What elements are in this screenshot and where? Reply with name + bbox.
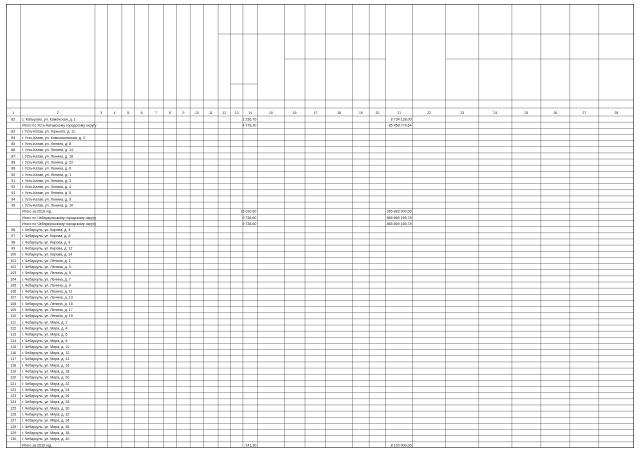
- address-cell: г. Чебаркуль, ул. Мира, д. 32: [21, 412, 70, 417]
- column-number: 9: [182, 111, 185, 115]
- address-cell: г. Чебаркуль, ул. Ленина, д. 17: [21, 308, 73, 313]
- address-cell: Итого по Усть-Катавскому городскому округу: [21, 123, 97, 128]
- address-cell: г. Усть-Катав, ул. Ленина, д. 6: [21, 166, 72, 171]
- cost-cell: 85 458 774,64: [388, 123, 412, 128]
- spreadsheet-document: [6, 4, 634, 448]
- row-number: 113: [10, 332, 17, 337]
- row-number: 119: [10, 369, 17, 374]
- column-number: 19: [358, 111, 363, 115]
- column-number: 10: [194, 111, 199, 115]
- row-number: 126: [10, 412, 17, 417]
- address-cell: г. Чебаркуль, ул. Ленина, д. 1: [21, 258, 71, 263]
- row-number: 106: [10, 289, 17, 294]
- cost-cell: 265 883 000,00: [386, 209, 412, 214]
- column-number: 24: [493, 111, 498, 115]
- address-cell: г. Чебаркуль, ул. Мира, д. 16: [21, 363, 70, 368]
- column-number: 12: [222, 111, 227, 115]
- table-grid: [6, 4, 634, 448]
- address-cell: г. Чебаркуль, ул. Кирова, д. 12: [21, 246, 73, 251]
- address-cell: г. Чебаркуль, ул. Кирова, д. 6: [21, 234, 71, 239]
- address-cell: г. Чебаркуль, ул. Ленина, д. 19: [21, 314, 73, 319]
- row-number: 104: [10, 277, 17, 282]
- column-number: 2: [56, 111, 59, 115]
- address-cell: г. Усть-Катав, ул. Ленина, д. 22: [21, 160, 74, 165]
- row-number: 121: [10, 381, 17, 386]
- column-number: 14: [248, 111, 253, 115]
- row-number: 82: [11, 117, 16, 122]
- column-number: 20: [375, 111, 380, 115]
- cost-cell: 8 120 000,00: [390, 443, 412, 448]
- column-number: 5: [127, 111, 130, 115]
- row-number: 103: [10, 271, 17, 276]
- column-number: 21: [397, 111, 402, 115]
- address-cell: г. Чебаркуль, ул. Мира, д. 26: [21, 394, 70, 399]
- address-cell: г. Чебаркуль, ул. Кирова, д. 8: [21, 240, 71, 245]
- address-cell: г. Усть-Катав, ул. Ленина, д. 5: [21, 191, 72, 196]
- column-number: 4: [113, 111, 116, 115]
- row-number: 118: [10, 363, 17, 368]
- row-number: 101: [10, 258, 17, 263]
- address-cell: г. Чебаркуль, ул. Мира, д. 6: [21, 332, 68, 337]
- row-number: 117: [10, 357, 17, 362]
- row-number: 111: [10, 320, 16, 325]
- address-cell: г. Чебаркуль, ул. Мира, д. 2: [21, 320, 68, 325]
- row-number: 114: [10, 338, 17, 343]
- column-number: 18: [337, 111, 342, 115]
- cost-cell: 865 669 165,78: [386, 215, 412, 220]
- address-cell: г. Чебаркуль, ул. Ленина, д. 13: [21, 295, 73, 300]
- address-cell: г. Чебаркуль, ул. Мира, д. 40: [21, 437, 70, 442]
- row-number: 122: [10, 387, 17, 392]
- address-cell: г. Чебаркуль, ул. Ленина, д. 3: [21, 264, 71, 269]
- address-cell: г. Чебаркуль, ул. Мира, д. 8: [21, 338, 68, 343]
- column-number: 15: [268, 111, 273, 115]
- row-number: 85: [11, 142, 16, 147]
- row-number: 83: [11, 129, 16, 134]
- address-cell: Итого за 2016 год: [21, 209, 52, 214]
- area-cell: 4 778,30: [242, 123, 257, 128]
- row-number: 91: [11, 178, 16, 183]
- address-cell: г. Чебаркуль, ул. Мира, д. 22: [21, 381, 70, 386]
- row-number: 116: [10, 351, 17, 356]
- row-number: 107: [10, 295, 17, 300]
- row-number: 108: [10, 301, 17, 306]
- row-number: 112: [10, 326, 17, 331]
- row-number: 92: [11, 185, 16, 190]
- cost-cell: 8 734 128,00: [390, 117, 412, 122]
- address-cell: г. Чебаркуль, ул. Мира, д. 20: [21, 375, 70, 380]
- address-cell: г. Чебаркуль, ул. Ленина, д. 5: [21, 271, 71, 276]
- area-cell: 15 030,60: [240, 209, 257, 214]
- address-cell: г. Чебаркуль, ул. Мира, д. 14: [21, 357, 70, 362]
- address-cell: г. Чебаркуль, ул. Мира, д. 28: [21, 400, 70, 405]
- address-cell: г. Чебаркуль, ул. Мира, д. 36: [21, 424, 70, 429]
- row-number: 100: [10, 252, 17, 257]
- address-cell: г. Чебаркуль, ул. Ленина, д. 15: [21, 301, 73, 306]
- column-number: 17: [313, 111, 318, 115]
- address-cell: г. Чебаркуль, ул. Мира, д. 38: [21, 430, 70, 435]
- column-number: 16: [292, 111, 297, 115]
- address-cell: г. Чебаркуль, ул. Ленина, д. 7: [21, 277, 71, 282]
- address-cell: г. Усть-Катав, ул. Горького, д. 11: [21, 129, 75, 134]
- row-number: 95: [11, 203, 16, 208]
- row-number: 87: [11, 154, 16, 159]
- row-number: 130: [10, 437, 17, 442]
- address-cell: с. Катырово, ул. Каменская, д. 1: [21, 117, 76, 122]
- row-number: 129: [10, 430, 17, 435]
- row-number: 123: [10, 394, 17, 399]
- row-number: 98: [11, 240, 16, 245]
- column-number: 27: [582, 111, 587, 115]
- address-cell: г. Усть-Катав, ул. Ленина, д. 1: [21, 172, 72, 177]
- address-cell: г. Чебаркуль, ул. Кирова, д. 4: [21, 228, 71, 233]
- row-number: 89: [11, 166, 16, 171]
- column-number: 26: [553, 111, 558, 115]
- row-number: 109: [10, 308, 17, 313]
- row-number: 102: [10, 264, 17, 269]
- column-number: 8: [169, 111, 171, 115]
- column-number: 6: [140, 111, 143, 115]
- row-number: 93: [11, 191, 16, 196]
- column-number: 23: [460, 111, 465, 115]
- row-number: 97: [11, 234, 16, 239]
- address-cell: г. Усть-Катав, ул. Ленина, д. 14: [21, 148, 74, 153]
- area-cell: 9 738,60: [242, 221, 257, 226]
- column-number: 7: [155, 111, 157, 115]
- address-cell: г. Чебаркуль, ул. Мира, д. 18: [21, 369, 70, 374]
- row-number: 88: [11, 160, 16, 165]
- row-number: 86: [11, 148, 16, 153]
- row-number: 84: [11, 135, 16, 140]
- row-number: 90: [11, 172, 16, 177]
- column-number: 11: [209, 111, 213, 115]
- address-cell: г. Усть-Катав, ул. Ленина, д. 9: [21, 197, 72, 202]
- address-cell: г. Чебаркуль, ул. Мира, д. 4: [21, 326, 68, 331]
- address-cell: Итого по Чебаркульскому городскому округу: [21, 221, 97, 226]
- row-number: 99: [11, 246, 16, 251]
- column-number: 22: [427, 111, 432, 115]
- row-number: 94: [11, 197, 16, 202]
- address-cell: г. Чебаркуль, ул. Мира, д. 24: [21, 387, 70, 392]
- address-cell: г. Чебаркуль, ул. Кирова, д. 14: [21, 252, 73, 257]
- table-border: [6, 4, 633, 447]
- address-cell: г. Усть-Катав, ул. Ленина, д. 10: [21, 203, 74, 208]
- address-cell: г. Усть-Катав, ул. Ленина, д. 8: [21, 142, 72, 147]
- row-number: 124: [10, 400, 17, 405]
- row-number: 105: [10, 283, 17, 288]
- address-cell: г. Чебаркуль, ул. Мира, д. 10: [21, 344, 70, 349]
- address-cell: г. Усть-Катав, ул. Комсомольская, д. 2: [21, 135, 85, 140]
- row-number: 115: [10, 344, 17, 349]
- row-number: 128: [10, 424, 17, 429]
- column-number: 1: [12, 111, 15, 115]
- column-number: 28: [614, 111, 619, 115]
- row-number: 125: [10, 406, 17, 411]
- column-number: 13: [234, 111, 239, 115]
- address-cell: Итого за 2016 год: [21, 443, 52, 448]
- address-cell: г. Усть-Катав, ул. Ленина, д. 3: [21, 178, 72, 183]
- address-cell: г. Чебаркуль, ул. Мира, д. 12: [21, 351, 70, 356]
- address-cell: г. Чебаркуль, ул. Ленина, д. 11: [21, 289, 73, 294]
- column-number: 25: [524, 111, 529, 115]
- row-number: 127: [10, 418, 17, 423]
- row-number: 120: [10, 375, 17, 380]
- address-cell: г. Усть-Катав, ул. Ленина, д. 4: [21, 185, 72, 190]
- column-number: 3: [100, 111, 103, 115]
- row-number: 96: [11, 228, 16, 233]
- address-cell: г. Чебаркуль, ул. Мира, д. 34: [21, 418, 70, 423]
- address-cell: г. Чебаркуль, ул. Ленина, д. 9: [21, 283, 71, 288]
- area-cell: 1 236,70: [242, 117, 257, 122]
- address-cell: Итого по Чебаркульскому городскому округу: [21, 215, 97, 220]
- address-cell: г. Чебаркуль, ул. Мира, д. 30: [21, 406, 70, 411]
- cost-cell: 865 669 165,78: [386, 221, 412, 226]
- row-number: 110: [10, 314, 17, 319]
- area-cell: 141,30: [245, 443, 257, 448]
- area-cell: 9 738,60: [242, 215, 257, 220]
- address-cell: г. Усть-Катав, ул. Ленина, д. 16: [21, 154, 74, 159]
